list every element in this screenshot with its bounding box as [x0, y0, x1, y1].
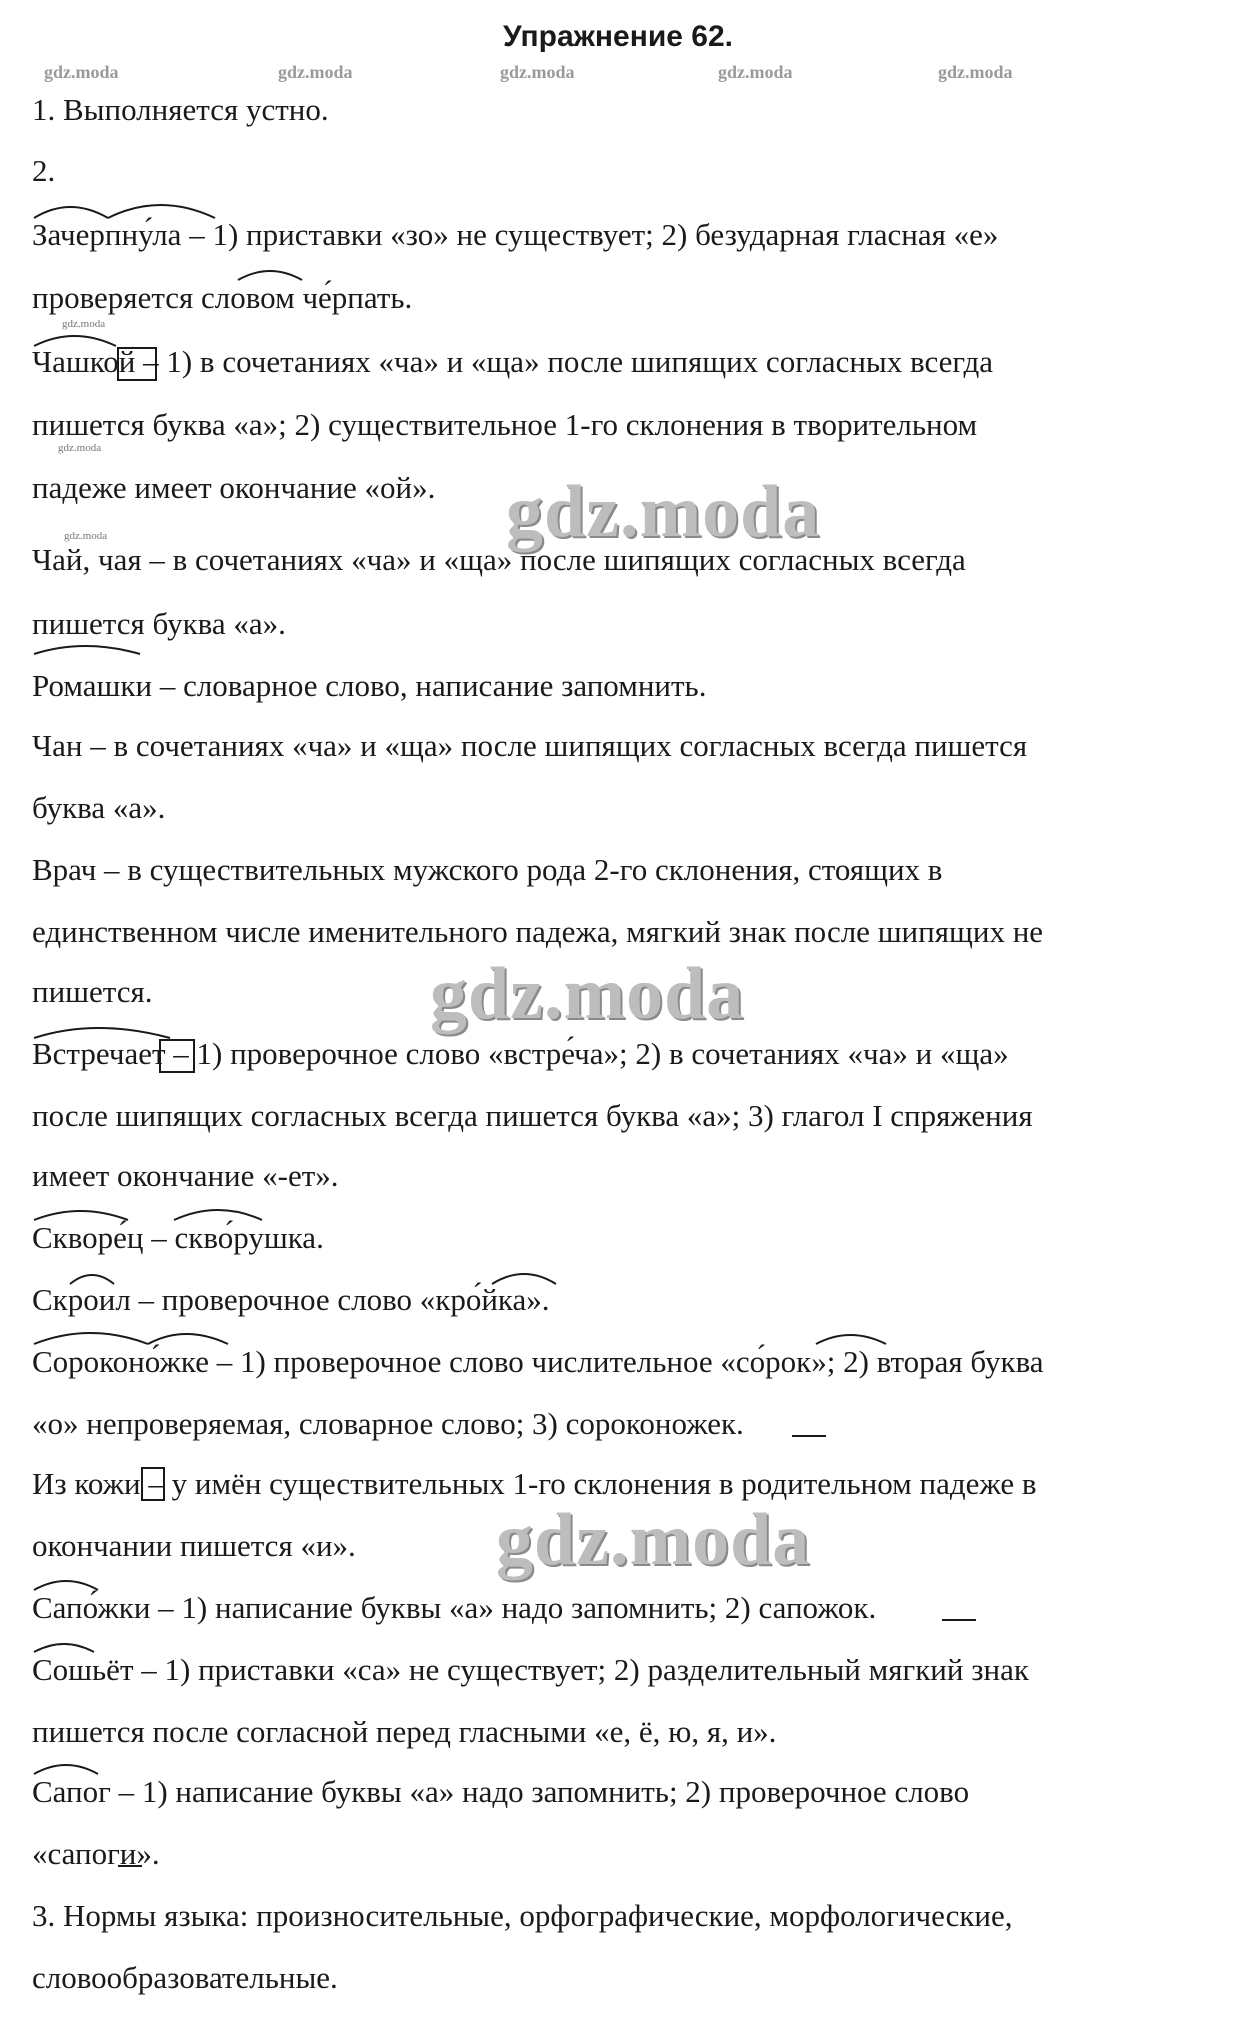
watermark-large: gdz.moda [496, 1499, 811, 1581]
watermark-small: gdz.moda [500, 62, 575, 82]
watermark-large: gdz.moda [506, 471, 821, 553]
text-line: Сошьёт – 1) приставки «са» не существует; 2) разделительный мягкий знак [32, 1652, 1029, 1687]
text-line: Сапог – 1) написание буквы «а» надо запомнить; 2) проверочное слово [32, 1774, 970, 1809]
text-line: проверяется словом че́рпать. [32, 280, 413, 315]
text-line: «о» непроверяемая, словарное слово; 3) сороконожек. [32, 1406, 744, 1441]
text-line: Скроил – проверочное слово «кро́йка». [32, 1282, 550, 1317]
text-line: 3. Нормы языка: произносительные, орфографические, морфологические, [32, 1898, 1013, 1933]
watermark-small: gdz.moda [44, 62, 119, 82]
watermark-small: gdz.moda [718, 62, 793, 82]
text-line: Ромашки – словарное слово, написание запомнить. [32, 668, 707, 703]
text-line: Сапо́жки – 1) написание буквы «а» надо запомнить; 2) сапожок. [32, 1590, 877, 1625]
watermark-tiny: gdz.moda [58, 442, 102, 454]
text-line: 1. Выполняется устно. [32, 92, 329, 127]
text-line: Сороконо́жке – 1) проверочное слово числительное «со́рок»; 2) вторая буква [32, 1344, 1044, 1379]
text-line: 2. [32, 153, 56, 188]
watermark-tiny: gdz.moda [62, 318, 106, 330]
text-line: пишется буква «а». [32, 606, 286, 641]
text-line: Чан – в сочетаниях «ча» и «ща» после шипящих согласных всегда пишется [32, 728, 1028, 763]
watermark-small: gdz.moda [278, 62, 353, 82]
text-line: имеет окончание «-ет». [32, 1158, 339, 1193]
watermark-large: gdz.moda [430, 953, 745, 1035]
text-line: «сапоги». [32, 1836, 160, 1871]
page-title: Упражнение 62. [502, 20, 733, 53]
text-line: единственном числе именительного падежа, мягкий знак после шипящих не [32, 914, 1044, 949]
text-line: падеже имеет окончание «ой». [32, 470, 436, 505]
text-line: Врач – в существительных мужского рода 2-го склонения, стоящих в [32, 852, 943, 887]
text-line: после шипящих согласных всегда пишется буква «а»; 3) глагол I спряжения [32, 1098, 1033, 1133]
text-line: пишется после согласной перед гласными «е, ё, ю, я, и». [32, 1714, 777, 1749]
text-line: Чай, чая – в сочетаниях «ча» и «ща» после шипящих согласных всегда [32, 542, 966, 577]
text-line: Из кожи – у имён существительных 1-го склонения в родительном падеже в [32, 1466, 1037, 1501]
text-line: пишется буква «а»; 2) существительное 1-го склонения в творительном [32, 407, 978, 442]
text-line: Зачерпну́ла – 1) приставки «зо» не существует; 2) безударная гласная «е» [32, 217, 999, 252]
text-line: Встречает – 1) проверочное слово «встре́ча»; 2) в сочетаниях «ча» и «ща» [32, 1036, 1009, 1071]
text-line: Чашкой – 1) в сочетаниях «ча» и «ща» после шипящих согласных всегда [32, 344, 994, 379]
text-line: окончании пишется «и». [32, 1528, 356, 1563]
text-line: пишется. [32, 974, 153, 1009]
text-line: словообразовательные. [32, 1960, 338, 1995]
text-line: Скворе́ц – скво́рушка. [32, 1220, 324, 1255]
watermark-tiny: gdz.moda [64, 530, 108, 542]
text-line: буква «а». [32, 790, 166, 825]
watermark-small: gdz.moda [938, 62, 1013, 82]
